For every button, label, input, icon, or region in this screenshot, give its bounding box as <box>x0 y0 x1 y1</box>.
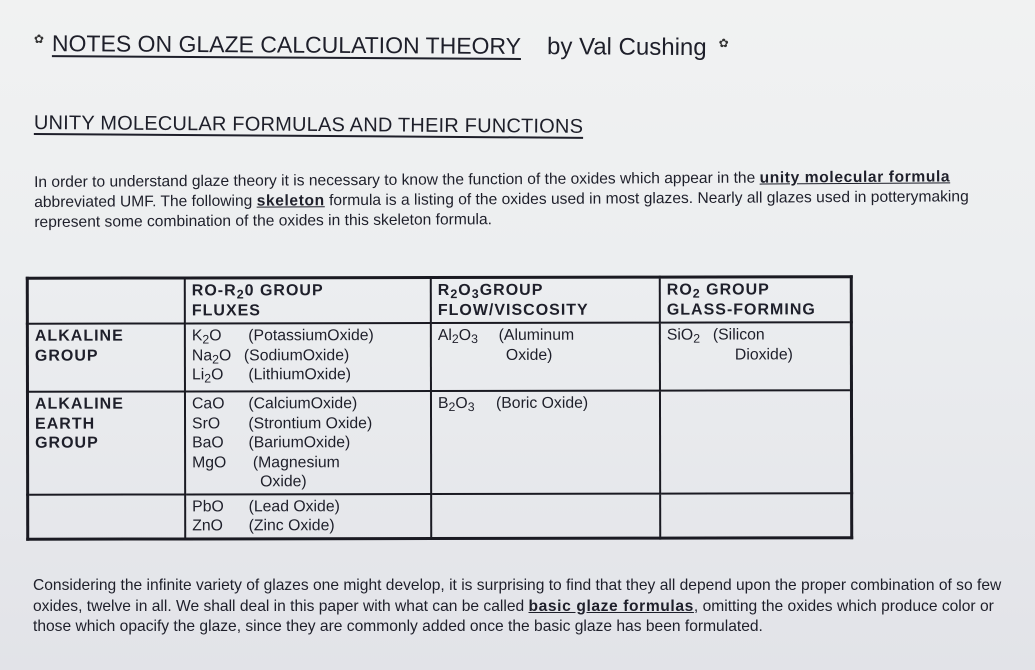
term-basic-glaze-formulas: basic glaze formulas <box>528 597 694 615</box>
group-label: ALKALINE <box>34 327 124 345</box>
outro-paragraph <box>33 576 1013 638</box>
table-row-alkaline-earth <box>27 390 851 494</box>
header-glass-forming: $RO_2$ GROUP GLASS-FORMING <box>660 277 852 323</box>
oxide-sro: SrO (Strontium Oxide) <box>192 414 373 432</box>
flower-ornament-icon: ✿ <box>33 31 45 47</box>
term-skeleton: skeleton <box>256 192 325 210</box>
oxide-al2o3: $Al_2O_3$ (Aluminum <box>437 326 575 347</box>
table-row-alkaline <box>27 322 851 391</box>
oxide-name-continued: Oxide) <box>260 473 307 491</box>
group-empty <box>28 494 186 539</box>
intro-text: formula is a listing of the oxides used in most glazes. Nearly all glazes used in potterymaking represent some combination of the oxides in this skeleton formula. <box>34 188 969 231</box>
header-fluxes-subtitle: FLUXES <box>191 302 261 320</box>
oxide-name-continued: Oxide) <box>505 346 553 364</box>
group-label: EARTH <box>35 415 96 433</box>
flow-alkaline <box>431 323 660 391</box>
flow-empty <box>431 493 660 538</box>
oxide-pbo: PbO (Lead Oxide) <box>192 497 340 515</box>
header-fluxes: $RO-R_20$ GROUP FLUXES <box>185 278 431 324</box>
group-label: GROUP <box>35 434 99 452</box>
header-glass-subtitle: GLASS-FORMING <box>666 301 816 319</box>
group-alkaline-earth <box>27 391 185 494</box>
table-row-other <box>28 493 852 539</box>
header-flow-subtitle: FLOW/VISCOSITY <box>437 301 589 320</box>
flow-alkaline-earth <box>431 391 660 494</box>
term-unity-molecular-formula: unity molecular formula <box>759 168 951 187</box>
glass-empty <box>660 493 852 538</box>
intro-text: In order to understand glaze theory it is necessary to know the function of the oxides which appear in the <box>34 169 760 191</box>
group-alkaline <box>27 323 185 391</box>
section-heading: UNITY MOLECULAR FORMULAS AND THEIR FUNCTIONS <box>33 112 584 138</box>
glass-alkaline <box>660 322 852 390</box>
oxide-cao: CaO (CalciumOxide) <box>191 395 358 413</box>
fluxes-other <box>185 494 431 539</box>
oxide-name-continued: Dioxide) <box>734 345 793 363</box>
header-flow-viscosity: $R_2O_3GROUP$ FLOW/VISCOSITY <box>431 277 660 323</box>
oxide-mgo: MgO (Magnesium <box>192 453 340 471</box>
author-byline: by Val Cushing <box>546 33 707 62</box>
document-title: NOTES ON GLAZE CALCULATION THEORY <box>51 30 522 59</box>
oxide-na2o: $Na_2O$ (SodiumOxide) <box>191 346 350 366</box>
table-header-row <box>27 277 851 324</box>
intro-text: abbreviated UMF. The following <box>34 192 257 211</box>
fluxes-alkaline-earth <box>185 391 431 494</box>
fluxes-alkaline <box>185 323 431 391</box>
oxide-k2o: $K_2O$ (PotassiumOxide) <box>191 327 374 347</box>
outro-text: , omitting the oxides which produce color or those which opacify the glaze, since they are commonly added once the basic glaze has been formulated. <box>33 597 994 635</box>
group-label: ALKALINE <box>34 395 124 413</box>
oxide-li2o: $Li_2O$ (LithiumOxide) <box>191 366 352 386</box>
oxide-zno: ZnO (Zinc Oxide) <box>192 517 335 535</box>
oxide-groups-table <box>26 275 853 540</box>
oxide-b2o3: $B_2O_3$ (Boric Oxide) <box>437 394 589 415</box>
group-label: GROUP <box>34 347 99 365</box>
oxide-bao: BaO (BariumOxide) <box>192 434 351 452</box>
oxide-sio2: SiO$_2$ (Silicon <box>666 326 765 346</box>
title-line <box>34 30 729 62</box>
glass-alkaline-earth <box>660 390 852 493</box>
header-cell-empty <box>27 278 185 324</box>
outro-text: Considering the infinite variety of glazes one might develop, it is surprising to find that they all depend upon the proper combination of so few oxides, twelve in all. We shall deal in this paper with what can be called <box>33 577 1002 615</box>
flower-ornament-icon: ✿ <box>718 36 729 51</box>
intro-paragraph <box>34 167 1004 233</box>
